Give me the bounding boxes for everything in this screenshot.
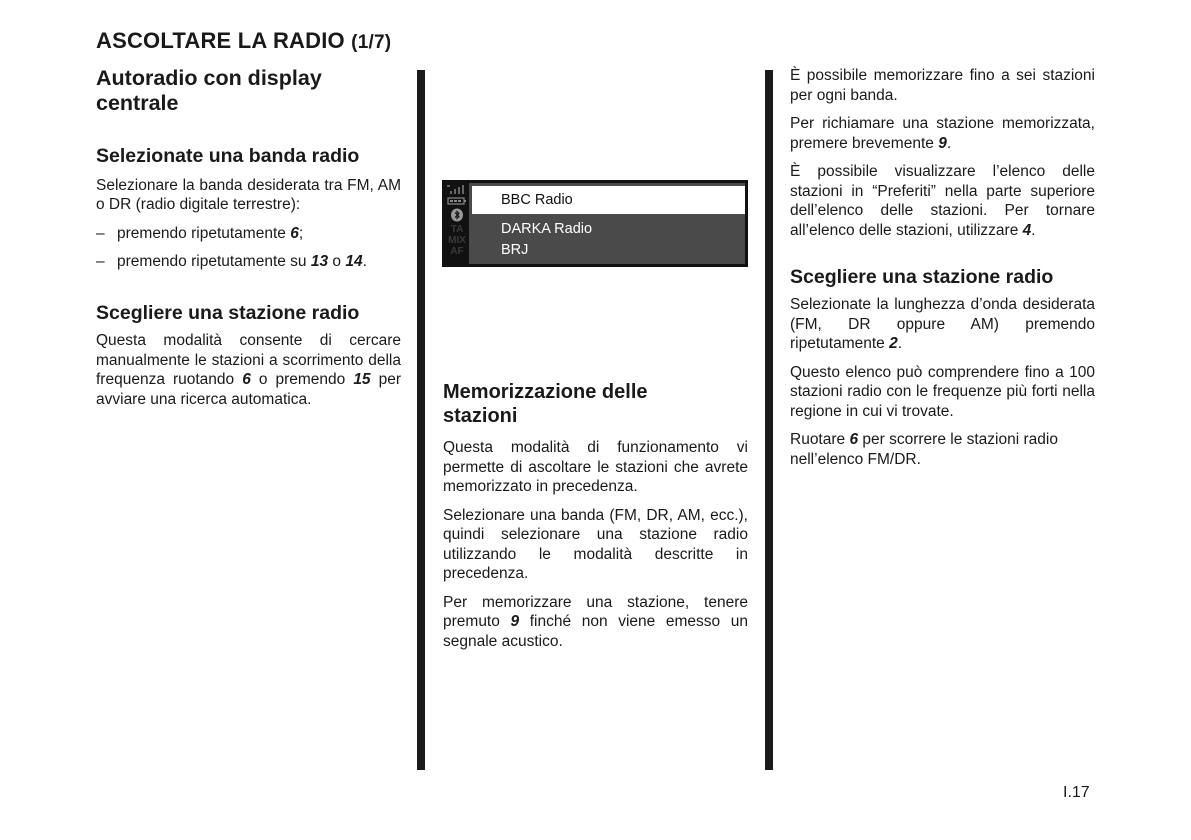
key-number: 6	[290, 224, 299, 242]
column-right	[790, 66, 1095, 469]
key-number: 14	[345, 253, 363, 271]
paragraph: È possibile visualizzare l’elenco delle stazioni in “Preferiti” nella parte superiore dell’elenco delle stazioni. Per tornare all’elenco delle stazioni, utilizzare 4.	[790, 163, 1095, 239]
key-number: 15	[353, 371, 371, 389]
column-middle	[443, 380, 748, 651]
subheading-band: Selezionate una banda radio	[96, 145, 360, 168]
station-item-selected: BBC Radio	[472, 186, 745, 214]
list-item: – premendo ripetutamente 6;	[96, 224, 304, 242]
af-label: AF	[450, 246, 464, 257]
bluetooth-icon	[450, 208, 464, 222]
paragraph: Selezionare la banda desiderata tra FM, AM o DR (radio digitale terrestre):	[96, 176, 401, 214]
page-title-text: ASCOLTARE LA RADIO	[96, 28, 345, 53]
station-item: BRJ	[501, 242, 529, 258]
page-number: I.17	[1063, 784, 1090, 801]
subheading-station: Scegliere una stazione radio	[96, 301, 360, 324]
page-title	[96, 28, 391, 54]
paragraph: Questa modalità consente di cercare manualmente le stazioni a scorrimento della frequenza ruotando 6 o premendo 15 per avviare una ricerca automatica.	[96, 332, 401, 408]
section-heading: Memorizzazione delle stazioni	[443, 381, 648, 427]
battery-icon	[447, 197, 467, 205]
ta-label: TA	[450, 224, 464, 235]
section-heading: Autoradio con display centrale	[96, 66, 322, 115]
paragraph: Ruotare 6 per scorrere le stazioni radio nell’elenco FM/DR.	[790, 431, 1058, 468]
key-number: 9	[510, 613, 520, 630]
key-number: 6	[849, 431, 859, 449]
list-item: – premendo ripetutamente su 13 o 14.	[96, 253, 367, 271]
column-divider	[417, 70, 425, 770]
paragraph: È possibile memorizzare fino a sei stazioni per ogni banda.	[790, 67, 1095, 104]
column-divider	[765, 70, 773, 770]
paragraph: Selezionate la lunghezza d’onda desiderata (FM, DR oppure AM) premendo ripetutamente 2.	[790, 296, 1095, 353]
key-number: 13	[310, 253, 329, 271]
paragraph: Per richiamare una stazione memorizzata, premere brevemente 9.	[790, 115, 1095, 152]
page-part: (1/7)	[351, 32, 392, 53]
station-item: DARKA Radio	[501, 221, 593, 237]
key-number: 4	[1022, 221, 1032, 239]
paragraph: Per memorizzare una stazione, tenere premuto 9 finché non viene emesso un segnale acustico.	[443, 593, 748, 650]
key-number: 2	[889, 335, 898, 353]
key-number: 6	[242, 371, 251, 389]
display-status-icons	[445, 183, 469, 264]
signal-icon	[447, 185, 467, 195]
paragraph: Selezionare una banda (FM, DR, AM, ecc.), quindi selezionare una stazione radio utilizzando le modalità descritte in precedenza.	[443, 506, 748, 582]
key-number: 9	[938, 134, 947, 152]
column-left	[96, 66, 401, 409]
paragraph: Questa modalità di funzionamento vi permette di ascoltare le stazioni che avrete memorizzato in precedenza.	[443, 439, 748, 495]
mix-label: MIX	[448, 235, 466, 246]
station-list	[469, 183, 745, 264]
subheading-station: Scegliere una stazione radio	[790, 266, 1054, 288]
paragraph: Questo elenco può comprendere fino a 100 stazioni radio con le frequenze più forti nella regione in cui vi trovate.	[790, 363, 1095, 420]
radio-display	[442, 180, 748, 267]
